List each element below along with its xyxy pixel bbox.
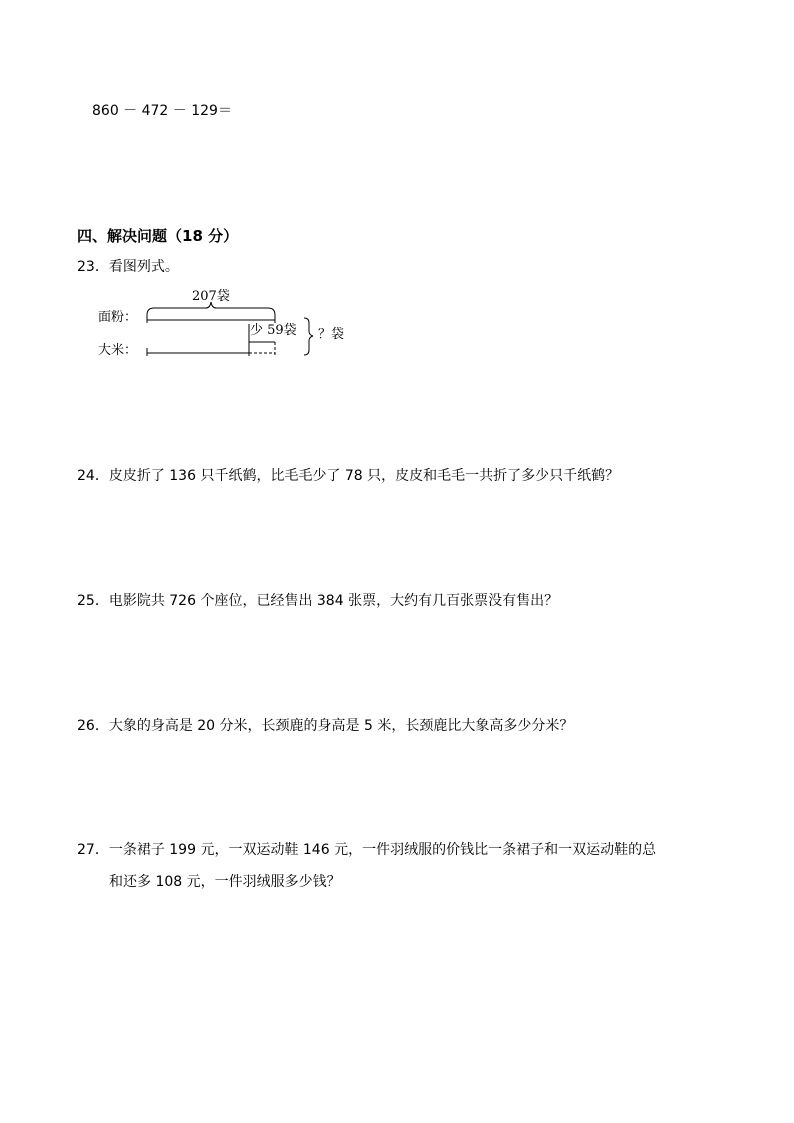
- right-brace: [304, 318, 313, 355]
- difference-label: 少 59袋: [250, 323, 297, 338]
- question-number: 24．: [77, 468, 109, 484]
- bar-diagram: [92, 286, 354, 362]
- total-label: 207袋: [192, 289, 230, 304]
- question-text: 看图列式。: [108, 259, 179, 275]
- question-number: 26．: [77, 718, 109, 734]
- question-label: ？袋: [318, 327, 345, 342]
- question-25: [77, 591, 558, 611]
- row1-label: 面粉：: [98, 310, 138, 325]
- question-text: 皮皮折了 136 只千纸鹤，比毛毛少了 78 只，皮皮和毛毛一共折了多少只千纸鹤？: [108, 468, 620, 484]
- question-text-line1: 一条裙子 199 元，一双运动鞋 146 元，一件羽绒服的价钱比一条裙子和一双运动鞋的总: [108, 842, 657, 858]
- total-brace: [147, 302, 275, 315]
- question-26: [77, 716, 573, 736]
- section-title: 四、解决问题（18 分）: [77, 227, 239, 245]
- question-number: 25．: [77, 593, 109, 609]
- row2-label: 大米：: [98, 343, 138, 358]
- question-text: 大象的身高是 20 分米，长颈鹿的身高是 5 米，长颈鹿比大象高多少分米？: [108, 718, 574, 734]
- leftover-expression: 860 － 472 － 129＝: [92, 103, 232, 119]
- question-23: [77, 257, 179, 277]
- question-number: 27．: [77, 842, 109, 858]
- bar-diagram-lines: [92, 286, 354, 362]
- question-27: [77, 840, 656, 860]
- question-text: 电影院共 726 个座位，已经售出 384 张票，大约有几百张票没有售出？: [108, 593, 559, 609]
- question-number: 23．: [77, 259, 109, 275]
- question-27-continuation: 和还多 108 元，一件羽绒服多少钱？: [109, 874, 341, 890]
- question-24: [77, 466, 619, 486]
